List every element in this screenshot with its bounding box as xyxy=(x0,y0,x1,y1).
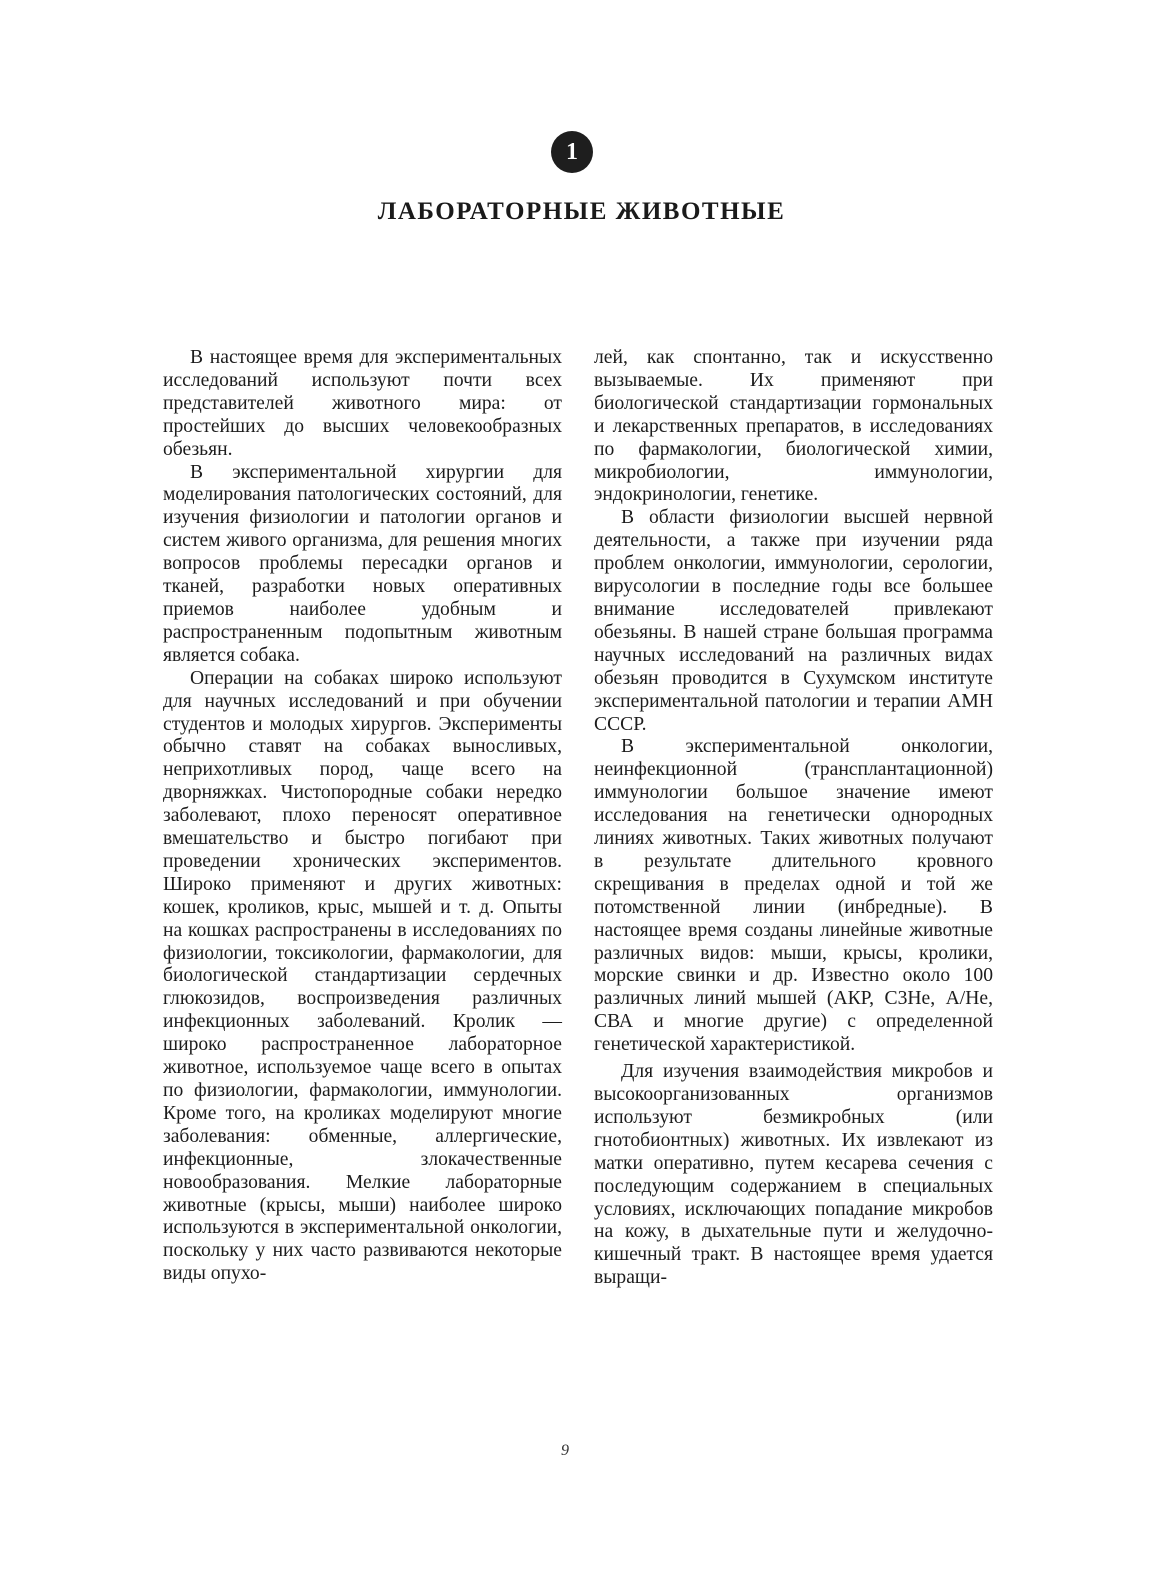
paragraph: В настоящее время для экспериментальных исследований используют почти всех представителей животного мира: от простейших до высших человекообразных обезьян. xyxy=(163,347,562,460)
right-text-column xyxy=(594,347,993,1290)
paragraph: В области физиологии высшей нервной деятельности, а также при изучении ряда проблем онкологии, иммунологии, серологии, вирусологии в последние годы все большее внимание исследователей привлекают обезьяны. В нашей стране большая программа научных исследований на различных видах обезьян проводится в Сухумском институте экспериментальной патологии и терапии АМН СССР. xyxy=(594,507,993,735)
paragraph: Операции на собаках широко используют для научных исследований и при обучении студентов и молодых хирургов. Эксперименты обычно ставят на собаках выносливых, неприхотливых пород, чаще всего на дворняжках. Чистопородные собаки нередко заболевают, плохо переносят оперативное вмешательство и быстро погибают при проведении хронических экспериментов. Широко применяют и других животных: кошек, кроликов, крыс, мышей и т. д. Опыты на кошках распространены в исследованиях по физиологии, токсикологии, фармакологии, для биологической стандартизации сердечных глюкозидов, воспроизведения различных инфекционных заболеваний. Кролик — широко распространенное лабораторное животное, используемое чаще всего в опытах по физиологии, фармакологии, иммунологии. Кроме того, на кроликах моделируют многие заболевания: обменные, аллергические, инфекционные, злокачественные новообразования. Мелкие лабораторные животные (крысы, мыши) наиболее широко используются в экспериментальной онкологии, поскольку у них часто развиваются некоторые виды опухо- xyxy=(163,667,562,1285)
paragraph: Для изучения взаимодействия микробов и высокоорганизованных организмов используют безмикробных (или гнотобионтных) животных. Их извлекают из матки оперативно, путем кесарева сечения с последующим содержанием в специальных условиях, исключающих попадание микробов на кожу, в дыхательные пути и желудочно-кишечный тракт. В настоящее время удается выращи- xyxy=(594,1061,993,1289)
paragraph: В экспериментальной онкологии, неинфекционной (трансплантационной) иммунологии большое значение имеют исследования на генетически однородных линиях животных. Таких животных получают в результате длительного кровного скрещивания в пределах одной и той же потомственной линии (инбредные). В настоящее время созданы линейные животные различных видов: мыши, крысы, кролики, морские свинки и др. Известно около 100 различных линий мышей (АКР, С3Не, А/Не, СВА и многие другие) с определенной генетической характеристикой. xyxy=(594,736,993,1056)
chapter-number-badge: 1 xyxy=(551,131,593,173)
page-number: 9 xyxy=(561,1442,569,1459)
left-text-column xyxy=(163,347,562,1286)
chapter-title: ЛАБОРАТОРНЫЕ ЖИВОТНЫЕ xyxy=(377,198,786,225)
paragraph-continuation: лей, как спонтанно, так и искусственно вызываемые. Их применяют при биологической стандартизации гормональных и лекарственных препаратов, в исследованиях по фармакологии, биологической химии, микробиологии, иммунологии, эндокринологии, генетике. xyxy=(594,347,993,506)
paragraph: В экспериментальной хирургии для моделирования патологических состояний, для изучения физиологии и патологии органов и систем живого организма, для решения многих вопросов проблемы пересадки органов и тканей, разработки новых оперативных приемов наиболее удобным и распространенным подопытным животным является собака. xyxy=(163,461,562,666)
